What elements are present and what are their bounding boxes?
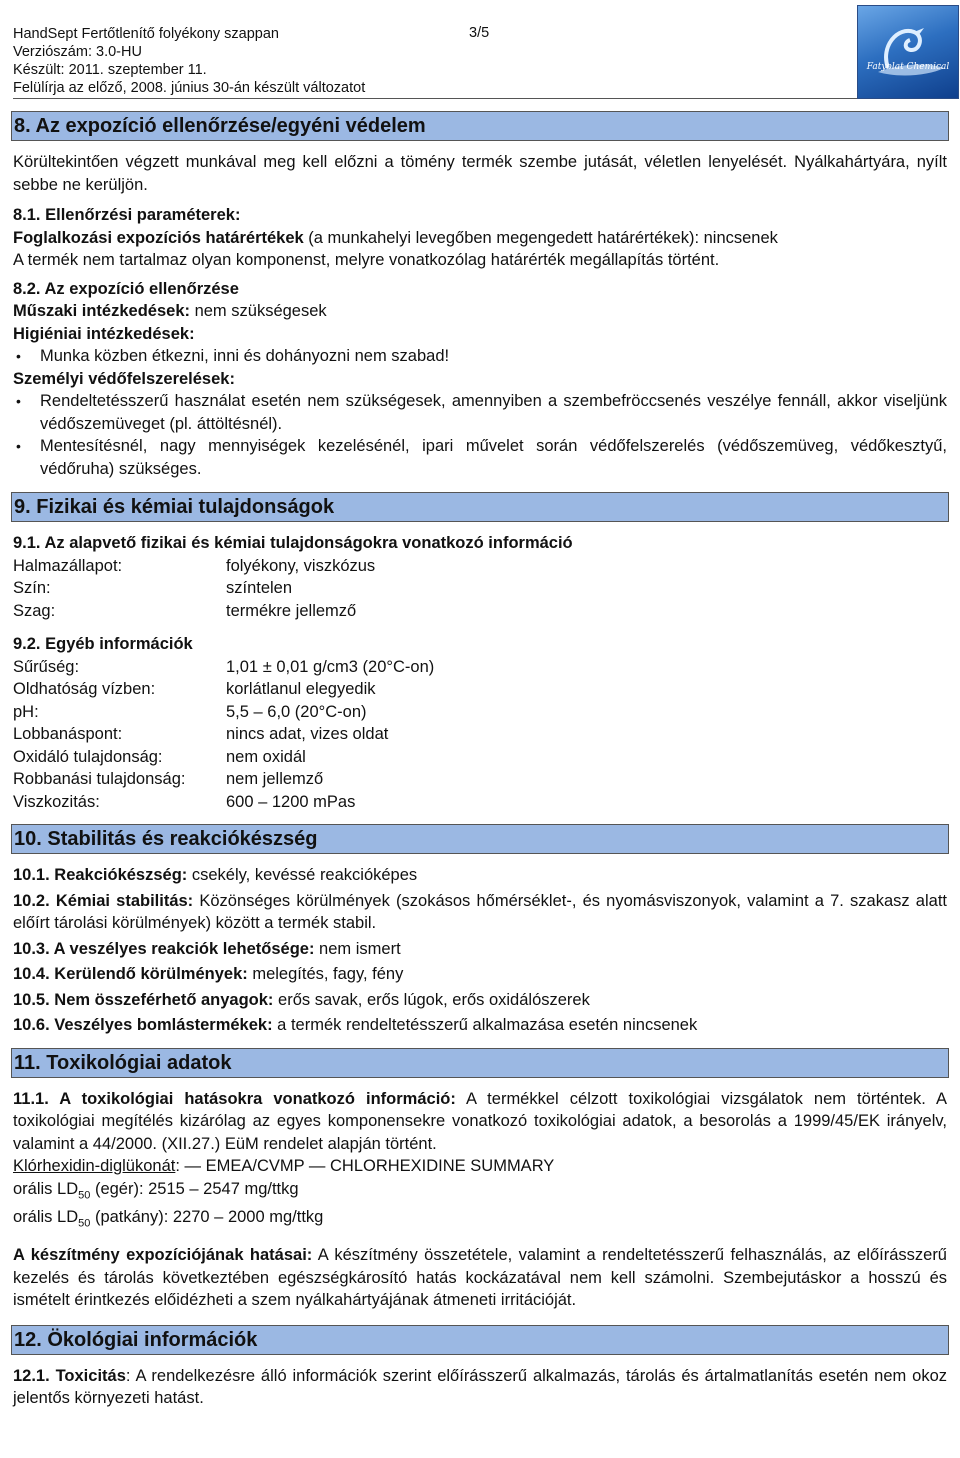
property-row: Oxidáló tulajdonság: nem oxidál [13,747,306,766]
property-row: Oldhatóság vízben: korlátlanul elegyedik [13,680,376,698]
property-row: pH: 5,5 – 6,0 (20°C-on) [13,702,367,721]
conditions-to-avoid: 10.4. Kerülendő körülmények: melegítés, fagy, fény [13,965,404,983]
section-8-1-title: 8.1. Ellenőrzési paraméterek: [13,206,241,224]
sds-page [13,0,950,1410]
list-item: • Mentesítésnél, nagy mennyiségek kezelésénél, ipari művelet során védőfelszerelés (védőszemüveg, védőkesztyű, védőruha) szükséges. [13,435,947,480]
list-item: • Munka közben étkezni, inni és dohányozni nem szabad! [13,345,947,368]
product-name: HandSept Fertőtlenítő folyékony szappan [13,26,279,42]
property-row: Sűrűség: 1,01 ± 0,01 g/cm3 (20°C-on) [13,657,435,676]
basic-properties [13,555,947,623]
property-row: Viszkozitás: 600 – 1200 mPas [13,792,356,811]
supersedes-note: Felülírja az előző, 2008. június 30-án készült változatot [13,80,366,96]
created-date: Készült: 2011. szeptember 11. [13,62,207,78]
chemical-stability: 10.2. Kémiai stabilitás: Közönséges körülmények (szokásos hőmérséklet-, és nyomásviszonyok, valamint a 7. szakasz alatt előírt tárolási körülmények) között a termék stabil. [13,891,947,932]
exposure-effects: A készítmény expozíciójának hatásai: A készítmény összetétele, valamint a rendeltetésszerű felhasználás, az előírásszerű kezelés és tárolás következtében egészségkárosító hatás kockázatával nem kell számolni. Szembejutáskor a hosszú és ismételt érintkezés előidézheti a szem nyálkahártyájának átmeneti irritációját. [13,1246,947,1310]
ppe-title: Személyi védőfelszerelések: [13,369,235,388]
section-9-heading: 9. Fizikai és kémiai tulajdonságok [11,492,949,522]
section-9-2-title: 9.2. Egyéb információk [13,635,193,653]
hygiene-measures-title: Higiéniai intézkedések: [13,324,195,343]
reactivity: 10.1. Reakciókészség: csekély, kevéssé reakcióképes [13,866,418,884]
section-11-heading: 11. Toxikológiai adatok [11,1048,949,1078]
other-properties [13,656,947,814]
ld50-rat: orális $LD_{50}$ (patkány): 2270 – 2000 mg/ttkg [13,1208,324,1230]
property-row: Robbanási tulajdonság: nem jellemző [13,770,324,788]
section-10-heading: 10. Stabilitás és reakciókészség [11,824,949,854]
page-number: 3/5 [469,25,490,41]
section-12-heading: 12. Ökológiai információk [11,1325,949,1355]
hygiene-list [13,345,947,368]
ppe-list [13,390,947,480]
section-9-1-title: 9.1. Az alapvető fizikai és kémiai tulajdonságokra vonatkozó információ [13,534,573,552]
chlorhexidine-ref: Klórhexidin-diglükonát: — EMEA/CVMP — CHLORHEXIDINE SUMMARY [13,1157,555,1175]
incompatible-materials: 10.5. Nem összeférhető anyagok: erős savak, erős lúgok, erős oxidálószerek [13,990,590,1009]
section-8-2-title: 8.2. Az expozíció ellenőrzése [13,279,239,298]
hazardous-reactions: 10.3. A veszélyes reakciók lehetősége: nem ismert [13,939,401,958]
property-row: Halmazállapot: folyékony, viszkózus [13,556,376,575]
swan-icon [858,6,958,98]
section-8-1-oel: Foglalkozási expozíciós határértékek (a munkahelyi levegőben megengedett határértékek): nincsenek [13,228,778,247]
property-row: Szín: színtelen [13,579,293,597]
decomposition-products: 10.6. Veszélyes bomlástermékek: a termék rendeltetésszerű alkalmazása esetén nincsenek [13,1016,698,1034]
property-row: Lobbanáspont: nincs adat, vizes oldat [13,725,389,743]
section-8-heading: 8. Az expozíció ellenőrzése/egyéni védelem [11,111,949,141]
property-row: Szag: termékre jellemző [13,601,357,620]
version: Verziószám: 3.0-HU [13,44,142,60]
ld50-mouse: orális $LD_{50}$ (egér): 2515 – 2547 mg/ttkg [13,1179,299,1201]
company-logo [857,5,959,99]
toxicological-info: 11.1. A toxikológiai hatásokra vonatkozó információ: A termékkel célzott toxikológiai vizsgálatok nem történtek. A toxikológiai megítélés kizárólag az egyes komponensekre vonatkozó toxikológiai adatok, a besorolás a 1999/45/EK irányelv, valamint a 44/2000. (XII.27.) EüM rendelet alapján történt. [13,1089,948,1153]
technical-measures: Műszaki intézkedések: nem szükségesek [13,302,327,320]
logo-text: Fatyolat Chemical [866,62,950,72]
toxicity: 12.1. Toxicitás: A rendelkezésre álló információk szerint előírásszerű alkalmazás, tárolás és ártalmatlanítás esetén nem okoz jelentős környezeti hatást. [13,1366,948,1408]
section-8-intro: Körültekintően végzett munkával meg kell előzni a tömény termék szembe jutását, véletlen lenyelését. Nyálkahártyára, nyílt sebbe ne kerüljön. [13,153,947,194]
list-item: • Rendeltetésszerű használat esetén nem szükségesek, amennyiben a szembefröccsenés veszélye fennáll, akkor viseljünk védőszemüveget (pl. áttöltésnél). [13,390,947,435]
page-header [13,0,950,99]
section-8-1-note: A termék nem tartalmaz olyan komponenst, melyre vonatkozólag határérték megállapítás történt. [13,251,720,269]
